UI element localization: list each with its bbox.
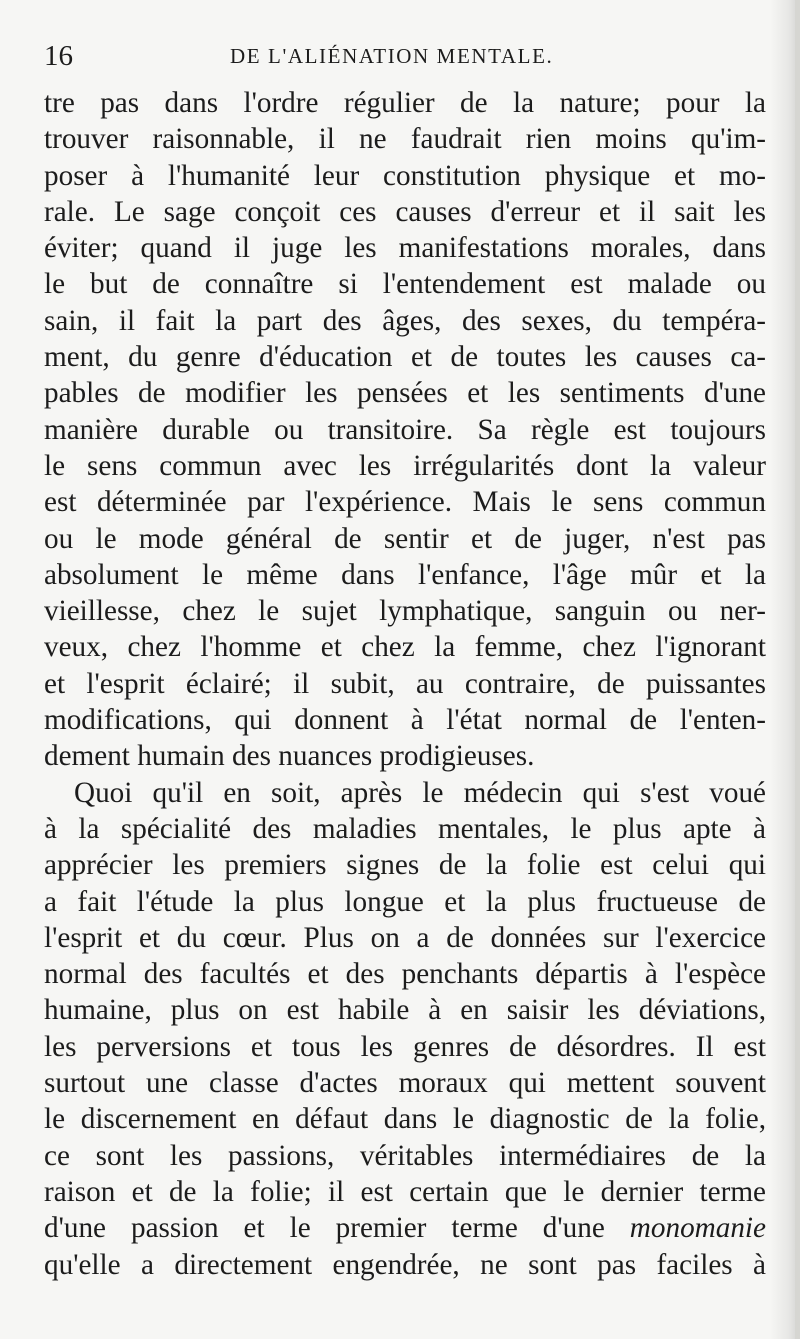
paragraph-1 xyxy=(44,85,766,775)
text-line: ou le mode général de sentir et de juger, n'est pas xyxy=(44,522,766,555)
text-line: manière durable ou transitoire. Sa règle est toujours xyxy=(44,413,766,446)
text-line: le sens commun avec les irrégularités dont la valeur xyxy=(44,449,766,482)
body-text xyxy=(44,85,766,1283)
text-line: raison et de la folie; il est certain que le dernier terme xyxy=(44,1175,766,1208)
text-line: pables de modifier les pensées et les sentiments d'une xyxy=(44,377,766,410)
text-line: et l'esprit éclairé; il subit, au contraire, de puissantes xyxy=(44,667,766,700)
text-line: qu'elle a directement engendrée, ne sont pas faciles à xyxy=(44,1248,766,1281)
text-line: vieillesse, chez le sujet lymphatique, sanguin ou ner- xyxy=(44,595,766,628)
text-line: à la spécialité des maladies mentales, le plus apte à xyxy=(44,812,766,845)
paragraph-2 xyxy=(44,775,766,1283)
text-line: a fait l'étude la plus longue et la plus fructueuse de xyxy=(44,885,766,918)
text-line: les perversions et tous les genres de désordres. Il est xyxy=(44,1030,766,1063)
text-line: trouver raisonnable, il ne faudrait rien moins qu'im- xyxy=(44,123,766,156)
text-line: humaine, plus on est habile à en saisir les déviations, xyxy=(44,994,766,1027)
page-edge xyxy=(795,0,800,1339)
text-line: le but de connaître si l'entendement est malade ou xyxy=(44,268,766,301)
text-line: le discernement en défaut dans le diagnostic de la folie, xyxy=(44,1103,766,1136)
text-line: poser à l'humanité leur constitution physique et mo- xyxy=(44,159,766,192)
text-line: rale. Le sage conçoit ces causes d'erreur et il sait les xyxy=(44,195,766,228)
text-line xyxy=(44,1210,766,1246)
text-line: modifications, qui donnent à l'état normal de l'enten- xyxy=(44,704,766,737)
text-line: ce sont les passions, véritables intermédiaires de la xyxy=(44,1139,766,1172)
text-line: éviter; quand il juge les manifestations morales, dans xyxy=(44,232,766,265)
text-line: normal des facultés et des penchants départis à l'espèce xyxy=(44,958,766,991)
text-line: surtout une classe d'actes moraux qui mettent souvent xyxy=(44,1067,766,1100)
page-header xyxy=(44,36,756,76)
text-line: l'esprit et du cœur. Plus on a de données sur l'exercice xyxy=(44,921,766,954)
text-line: Quoi qu'il en soit, après le médecin qui s'est voué xyxy=(74,776,766,809)
text-segment: d'une passion et le premier terme d'une xyxy=(44,1212,630,1245)
text-line: absolument le même dans l'enfance, l'âge mûr et la xyxy=(44,558,766,591)
text-line: ment, du genre d'éducation et de toutes les causes ca- xyxy=(44,341,766,374)
running-title: DE L'ALIÉNATION MENTALE. xyxy=(230,44,554,68)
italic-term: monomanie xyxy=(629,1212,766,1245)
text-line: tre pas dans l'ordre régulier de la nature; pour la xyxy=(44,87,766,119)
text-line: apprécier les premiers signes de la folie est celui qui xyxy=(44,849,766,882)
text-line: est déterminée par l'expérience. Mais le sens commun xyxy=(44,486,766,519)
text-line: sain, il fait la part des âges, des sexes, du tempéra- xyxy=(44,304,766,337)
page-number: 16 xyxy=(44,40,73,72)
text-line: veux, chez l'homme et chez la femme, chez l'ignorant xyxy=(44,631,766,664)
text-line: dement humain des nuances prodigieuses. xyxy=(44,740,535,773)
